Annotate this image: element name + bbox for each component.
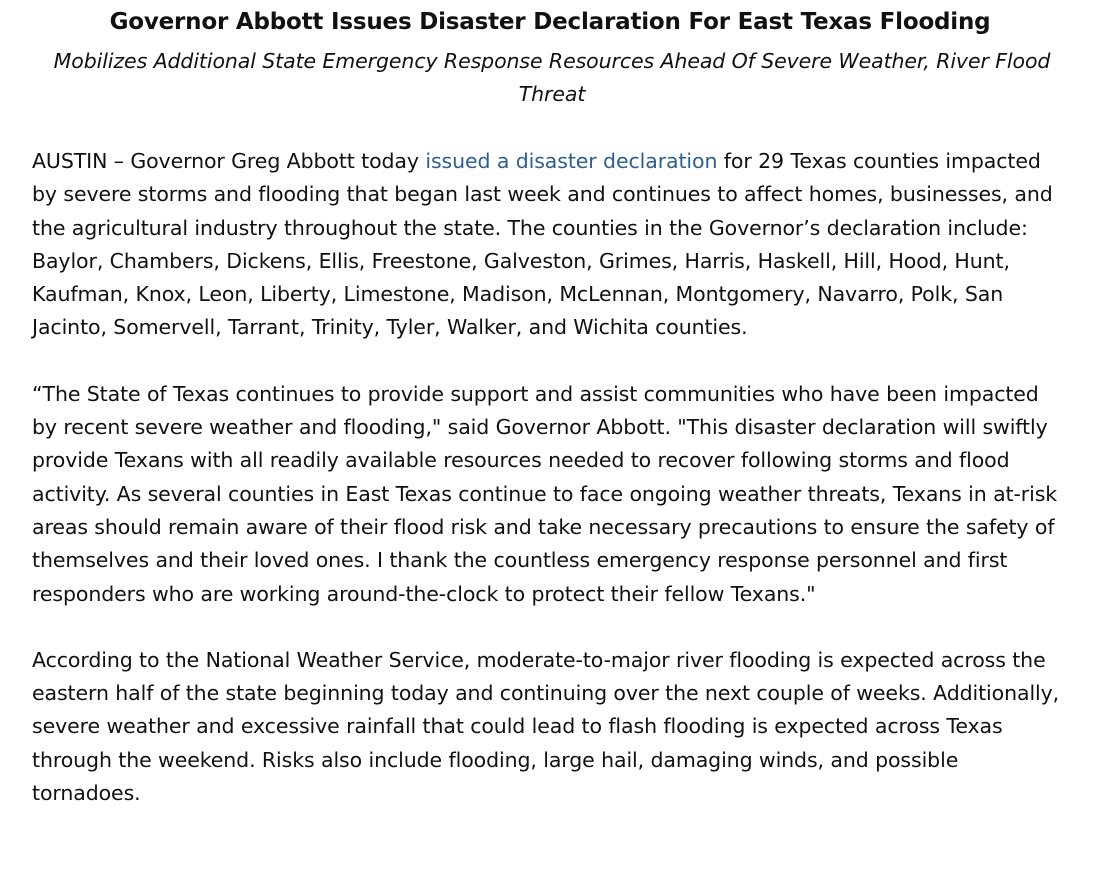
paragraph-announcement-lead: AUSTIN – Governor Greg Abbott today: [32, 149, 426, 173]
paragraph-weather-outlook: According to the National Weather Service, moderate-to-major river flooding is expected across the eastern half of the state beginning today and continuing over the next couple of weeks. Additionally, severe weather and excessive rainfall that could lead to flash flooding is expected across Texas through the weekend. Risks also include flooding, large hail, damaging winds, and possible tornadoes.: [32, 647, 1060, 806]
paragraph-announcement: [32, 145, 1068, 345]
disaster-declaration-link[interactable]: issued a disaster declaration: [425, 149, 718, 173]
headline: Governor Abbott Issues Disaster Declaration For East Texas Flooding: [109, 9, 991, 35]
subheadline: Mobilizes Additional State Emergency Response Resources Ahead Of Severe Weather, River Flood Threat: [53, 49, 1051, 106]
paragraph-announcement-rest: for 29 Texas counties impacted by severe storms and flooding that began last week and continues to affect homes, businesses, and the agricultural industry throughout the state. The counties in the Governor’s declaration include: Baylor, Chambers, Dickens, Ellis, Freestone, Galveston, Grimes, Harris, Haskell, Hill, Hood, Hunt, Kaufman, Knox, Leon, Liberty, Limestone, Madison, McLennan, Montgomery, Navarro, Polk, San Jacinto, Somervell, Tarrant, Trinity, Tyler, Walker, and Wichita counties.: [32, 149, 1053, 340]
paragraph-governor-quote: “The State of Texas continues to provide support and assist communities who have been impacted by recent severe weather and flooding," said Governor Abbott. "This disaster declaration will swiftly provide Texans with all readily available resources needed to recover following storms and flood activity. As several counties in East Texas continue to face ongoing weather threats, Texans in at-risk areas should remain aware of their flood risk and take necessary precautions to ensure the safety of themselves and their loved ones. I thank the countless emergency response personnel and first responders who are working around-the-clock to protect their fellow Texans.": [32, 381, 1058, 606]
